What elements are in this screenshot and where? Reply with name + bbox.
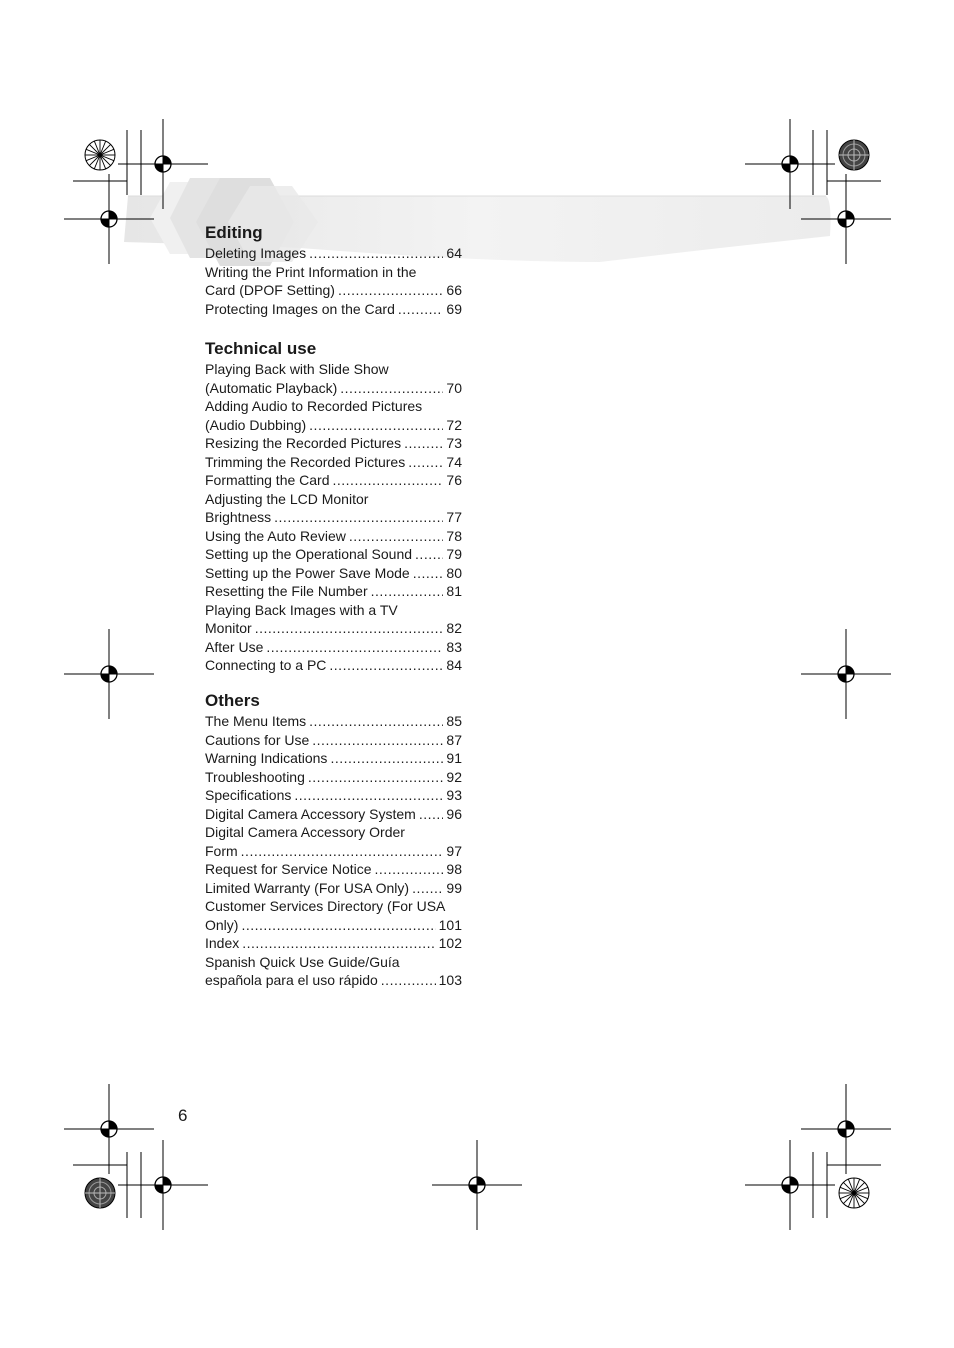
toc-page-number: 85 xyxy=(446,713,462,729)
toc-page-number: 92 xyxy=(446,768,462,785)
toc-page-number: 70 xyxy=(446,379,462,396)
toc-page-number: 64 xyxy=(446,245,462,261)
toc-page-number: 98 xyxy=(446,861,462,877)
toc-section-others xyxy=(205,691,462,990)
toc-entry-title: The Menu Items xyxy=(205,713,307,729)
toc-page-number: 101 xyxy=(438,916,462,933)
toc-entry-title: Resizing the Recorded Pictures xyxy=(205,435,402,451)
dot-leader xyxy=(255,619,444,638)
section-title: Others xyxy=(205,691,260,710)
toc-entry-title-line: Playing Back Images with a TV xyxy=(205,601,398,618)
toc-page-number: 82 xyxy=(446,620,462,636)
toc-entry-title: española para el uso rápido xyxy=(205,972,378,988)
toc-entry[interactable] xyxy=(205,601,462,638)
section-title: Technical use xyxy=(205,339,317,358)
toc-entry[interactable] xyxy=(205,786,462,805)
toc-page-number: 77 xyxy=(446,509,462,525)
toc-entry[interactable] xyxy=(205,656,462,675)
page-number: 6 xyxy=(178,1106,188,1125)
toc-entry[interactable] xyxy=(205,545,462,564)
toc-entry-title: Monitor xyxy=(205,620,252,636)
toc-entry[interactable] xyxy=(205,263,462,300)
dot-leader xyxy=(309,244,443,263)
toc-entry-title: After Use xyxy=(205,638,264,655)
toc-entry-title: Cautions for Use xyxy=(205,731,310,748)
toc-entry-title: Digital Camera Accessory System xyxy=(205,805,416,822)
toc-entry[interactable] xyxy=(205,471,462,490)
toc-page-number: 91 xyxy=(446,750,462,766)
toc-entry[interactable] xyxy=(205,360,462,397)
toc-entry-title-line: Digital Camera Accessory Order xyxy=(205,824,405,840)
toc-entry-title-line: Writing the Print Information in the xyxy=(205,263,417,280)
section-title: Editing xyxy=(205,223,263,242)
toc-entry[interactable] xyxy=(205,768,462,787)
toc-entry-title-line: Customer Services Directory (For USA xyxy=(205,898,446,914)
toc-page-number: 97 xyxy=(446,842,462,859)
dot-leader xyxy=(398,300,444,319)
dot-leader xyxy=(294,786,443,805)
toc-entry-title: Warning Indications xyxy=(205,750,328,766)
dot-leader xyxy=(408,453,443,472)
dot-leader xyxy=(241,916,435,935)
dot-leader xyxy=(266,638,443,657)
toc-page-number: 81 xyxy=(446,583,462,599)
dot-leader xyxy=(333,471,444,490)
toc-page-number: 103 xyxy=(438,972,462,988)
toc-page-number: 102 xyxy=(438,935,462,951)
toc-page-number: 74 xyxy=(446,453,462,470)
toc-page-number: 96 xyxy=(446,805,462,822)
dot-leader xyxy=(312,731,443,750)
dot-leader xyxy=(412,879,443,898)
toc-entry-title: Using the Auto Review xyxy=(205,527,346,544)
toc-page-number: 79 xyxy=(446,546,462,562)
toc-entry-title-line: Playing Back with Slide Show xyxy=(205,361,389,377)
toc-entry[interactable] xyxy=(205,244,462,263)
toc-section-editing xyxy=(205,223,462,318)
toc-entry-title-line: Spanish Quick Use Guide/Guía xyxy=(205,953,400,970)
dot-leader xyxy=(338,281,443,300)
toc-page-number: 78 xyxy=(446,527,462,544)
dot-leader xyxy=(330,749,443,768)
toc-page-number: 87 xyxy=(446,731,462,748)
toc-entry[interactable] xyxy=(205,953,462,990)
toc-entry[interactable] xyxy=(205,397,462,434)
toc-entry-title-line: Adjusting the LCD Monitor xyxy=(205,490,369,507)
toc-entry-title: Limited Warranty (For USA Only) xyxy=(205,879,410,896)
toc-entry-title: Card (DPOF Setting) xyxy=(205,282,335,298)
dot-leader xyxy=(309,712,443,731)
toc-entry-title: Trimming the Recorded Pictures xyxy=(205,453,406,470)
toc-entry[interactable] xyxy=(205,879,462,898)
toc-page-number: 83 xyxy=(446,638,462,655)
toc-entry-title: Deleting Images xyxy=(205,245,307,261)
dot-leader xyxy=(274,508,443,527)
toc-entry-title: Troubleshooting xyxy=(205,768,305,785)
toc-entry-title: Protecting Images on the Card xyxy=(205,300,395,317)
toc-entry[interactable] xyxy=(205,860,462,879)
toc-entry-title: Setting up the Operational Sound xyxy=(205,546,413,562)
toc-entry-title: Connecting to a PC xyxy=(205,657,327,673)
toc-entry-title: Index xyxy=(205,935,240,951)
toc-page-number: 99 xyxy=(446,879,462,896)
toc-entry[interactable] xyxy=(205,527,462,546)
toc-page-number: 73 xyxy=(446,435,462,451)
toc-entry-title: Formatting the Card xyxy=(205,472,330,488)
toc-page-number: 80 xyxy=(446,564,462,581)
toc-entry-title: Setting up the Power Save Mode xyxy=(205,564,410,581)
toc-page-number: 93 xyxy=(446,787,462,803)
toc-entry-title: (Audio Dubbing) xyxy=(205,416,307,433)
toc-entry[interactable] xyxy=(205,712,462,731)
dot-leader xyxy=(308,768,444,787)
dot-leader xyxy=(375,860,444,879)
toc-page-number: 84 xyxy=(446,657,462,673)
toc-page-number: 69 xyxy=(446,300,462,317)
toc-entry[interactable] xyxy=(205,749,462,768)
dot-leader xyxy=(419,805,444,824)
toc-entry[interactable] xyxy=(205,897,462,934)
toc-page-number: 66 xyxy=(446,282,462,298)
dot-leader xyxy=(371,582,444,601)
toc-entry[interactable] xyxy=(205,453,462,472)
toc-page-number: 76 xyxy=(446,472,462,488)
toc-entry[interactable] xyxy=(205,823,462,860)
toc-entry[interactable] xyxy=(205,805,462,824)
toc-entry-title: Request for Service Notice xyxy=(205,861,372,877)
toc-entry[interactable] xyxy=(205,434,462,453)
toc-entry-title-line: Adding Audio to Recorded Pictures xyxy=(205,398,423,414)
toc-entry-title: (Automatic Playback) xyxy=(205,379,338,396)
toc-entry-title: Specifications xyxy=(205,787,292,803)
dot-leader xyxy=(329,656,443,675)
toc-entry[interactable] xyxy=(205,638,462,657)
toc-entry-title: Resetting the File Number xyxy=(205,583,368,599)
toc-entry[interactable] xyxy=(205,300,462,319)
toc-entry-title: Only) xyxy=(205,916,239,933)
toc-entry[interactable] xyxy=(205,490,462,527)
dot-leader xyxy=(340,379,443,398)
dot-leader xyxy=(349,527,444,546)
dot-leader xyxy=(241,842,444,861)
toc-entry[interactable] xyxy=(205,934,462,953)
dot-leader xyxy=(242,934,435,953)
dot-leader xyxy=(413,564,444,583)
toc-entry-title: Brightness xyxy=(205,509,272,525)
dot-leader xyxy=(415,545,443,564)
dot-leader xyxy=(381,971,436,990)
toc-page-number: 72 xyxy=(446,416,462,433)
toc-entry[interactable] xyxy=(205,582,462,601)
toc-entry[interactable] xyxy=(205,731,462,750)
toc-entry[interactable] xyxy=(205,564,462,583)
dot-leader xyxy=(404,434,443,453)
toc-section-technical-use xyxy=(205,339,462,675)
toc-entry-title: Form xyxy=(205,842,238,859)
dot-leader xyxy=(309,416,443,435)
